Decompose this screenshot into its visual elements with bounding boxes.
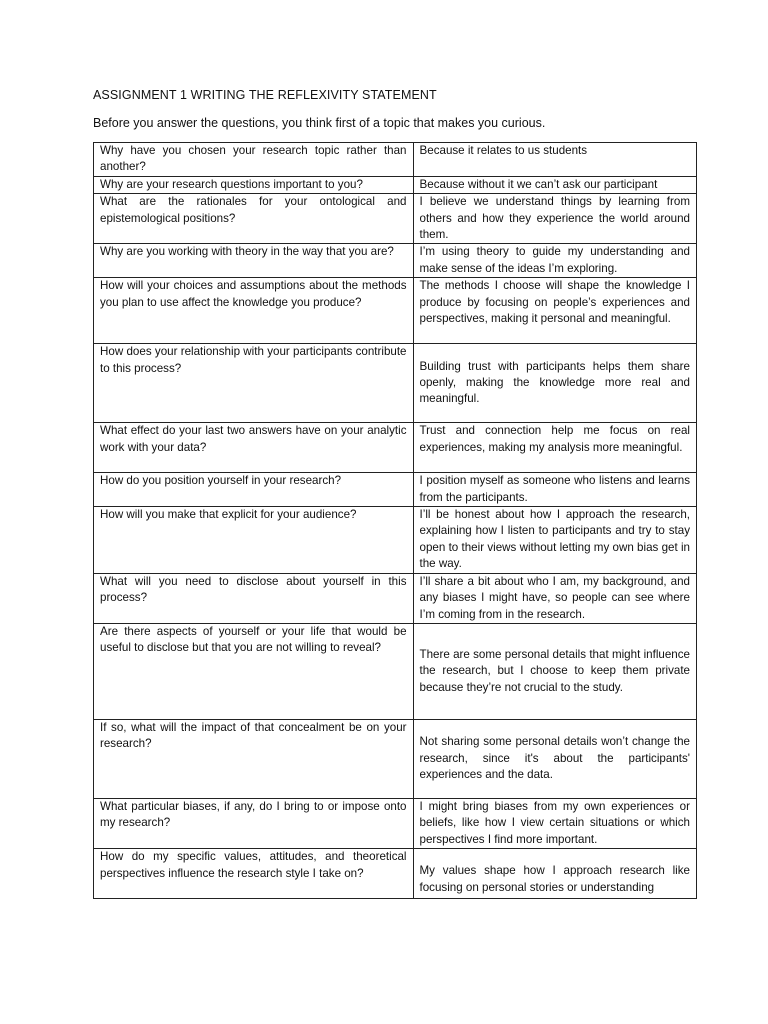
table-row [94, 176, 697, 193]
answer-cell: I’ll be honest about how I approach the research, explaining how I listen to participants and try to stay open to their views without letting my own bias get in the way. [413, 507, 696, 574]
question-cell: What particular biases, if any, do I bring to or impose onto my research? [94, 798, 414, 848]
table-row [94, 719, 697, 798]
answer-cell: Building trust with participants helps them share openly, making the knowledge more real and meaningful. [413, 344, 696, 423]
answer-cell: Not sharing some personal details won’t change the research, since it's about the participants' experiences and the data. [413, 719, 696, 798]
table-row [94, 473, 697, 507]
table-row [94, 623, 697, 719]
question-cell: How will your choices and assumptions about the methods you plan to use affect the knowledge you produce? [94, 278, 414, 344]
answer-cell: The methods I choose will shape the knowledge I produce by focusing on people’s experiences and perspectives, making it personal and meaningful. [413, 278, 696, 344]
reflexivity-table [93, 142, 697, 899]
question-cell: How do you position yourself in your research? [94, 473, 414, 507]
table-row [94, 344, 697, 423]
table-row [94, 194, 697, 244]
table-row [94, 798, 697, 848]
table-row [94, 573, 697, 623]
question-cell: What are the rationales for your ontological and epistemological positions? [94, 194, 414, 244]
answer-cell: Because without it we can’t ask our participant [413, 176, 696, 193]
table-row [94, 507, 697, 574]
question-cell: What effect do your last two answers have on your analytic work with your data? [94, 423, 414, 473]
question-cell: How will you make that explicit for your audience? [94, 507, 414, 574]
assignment-title: ASSIGNMENT 1 WRITING THE REFLEXIVITY STATEMENT [93, 88, 437, 102]
table-row [94, 244, 697, 278]
answer-cell: There are some personal details that might influence the research, but I choose to keep them private because they’re not crucial to the study. [413, 623, 696, 719]
answer-cell: My values shape how I approach research like focusing on personal stories or understanding [413, 849, 696, 899]
answer-cell: I’ll share a bit about who I am, my background, and any biases I might have, so people can see where I’m coming from in the research. [413, 573, 696, 623]
table-row [94, 143, 697, 177]
intro-text: Before you answer the questions, you think first of a topic that makes you curious. [93, 116, 546, 130]
answer-cell: I believe we understand things by learning from others and how they experience the world around them. [413, 194, 696, 244]
question-cell: Are there aspects of yourself or your life that would be useful to disclose but that you are not willing to reveal? [94, 623, 414, 719]
answer-cell: I position myself as someone who listens and learns from the participants. [413, 473, 696, 507]
answer-cell: I’m using theory to guide my understanding and make sense of the ideas I’m exploring. [413, 244, 696, 278]
table-row [94, 423, 697, 473]
answer-cell: I might bring biases from my own experiences or beliefs, like how I view certain situations or which perspectives I find more important. [413, 798, 696, 848]
question-cell: Why have you chosen your research topic rather than another? [94, 143, 414, 177]
question-cell: Why are your research questions important to you? [94, 176, 414, 193]
table-row [94, 849, 697, 899]
question-cell: What will you need to disclose about yourself in this process? [94, 573, 414, 623]
question-cell: If so, what will the impact of that concealment be on your research? [94, 719, 414, 798]
answer-cell: Because it relates to us students [413, 143, 696, 177]
question-cell: How does your relationship with your participants contribute to this process? [94, 344, 414, 423]
question-cell: How do my specific values, attitudes, and theoretical perspectives influence the research style I take on? [94, 849, 414, 899]
answer-cell: Trust and connection help me focus on real experiences, making my analysis more meaningful. [413, 423, 696, 473]
question-cell: Why are you working with theory in the way that you are? [94, 244, 414, 278]
table-row [94, 278, 697, 344]
